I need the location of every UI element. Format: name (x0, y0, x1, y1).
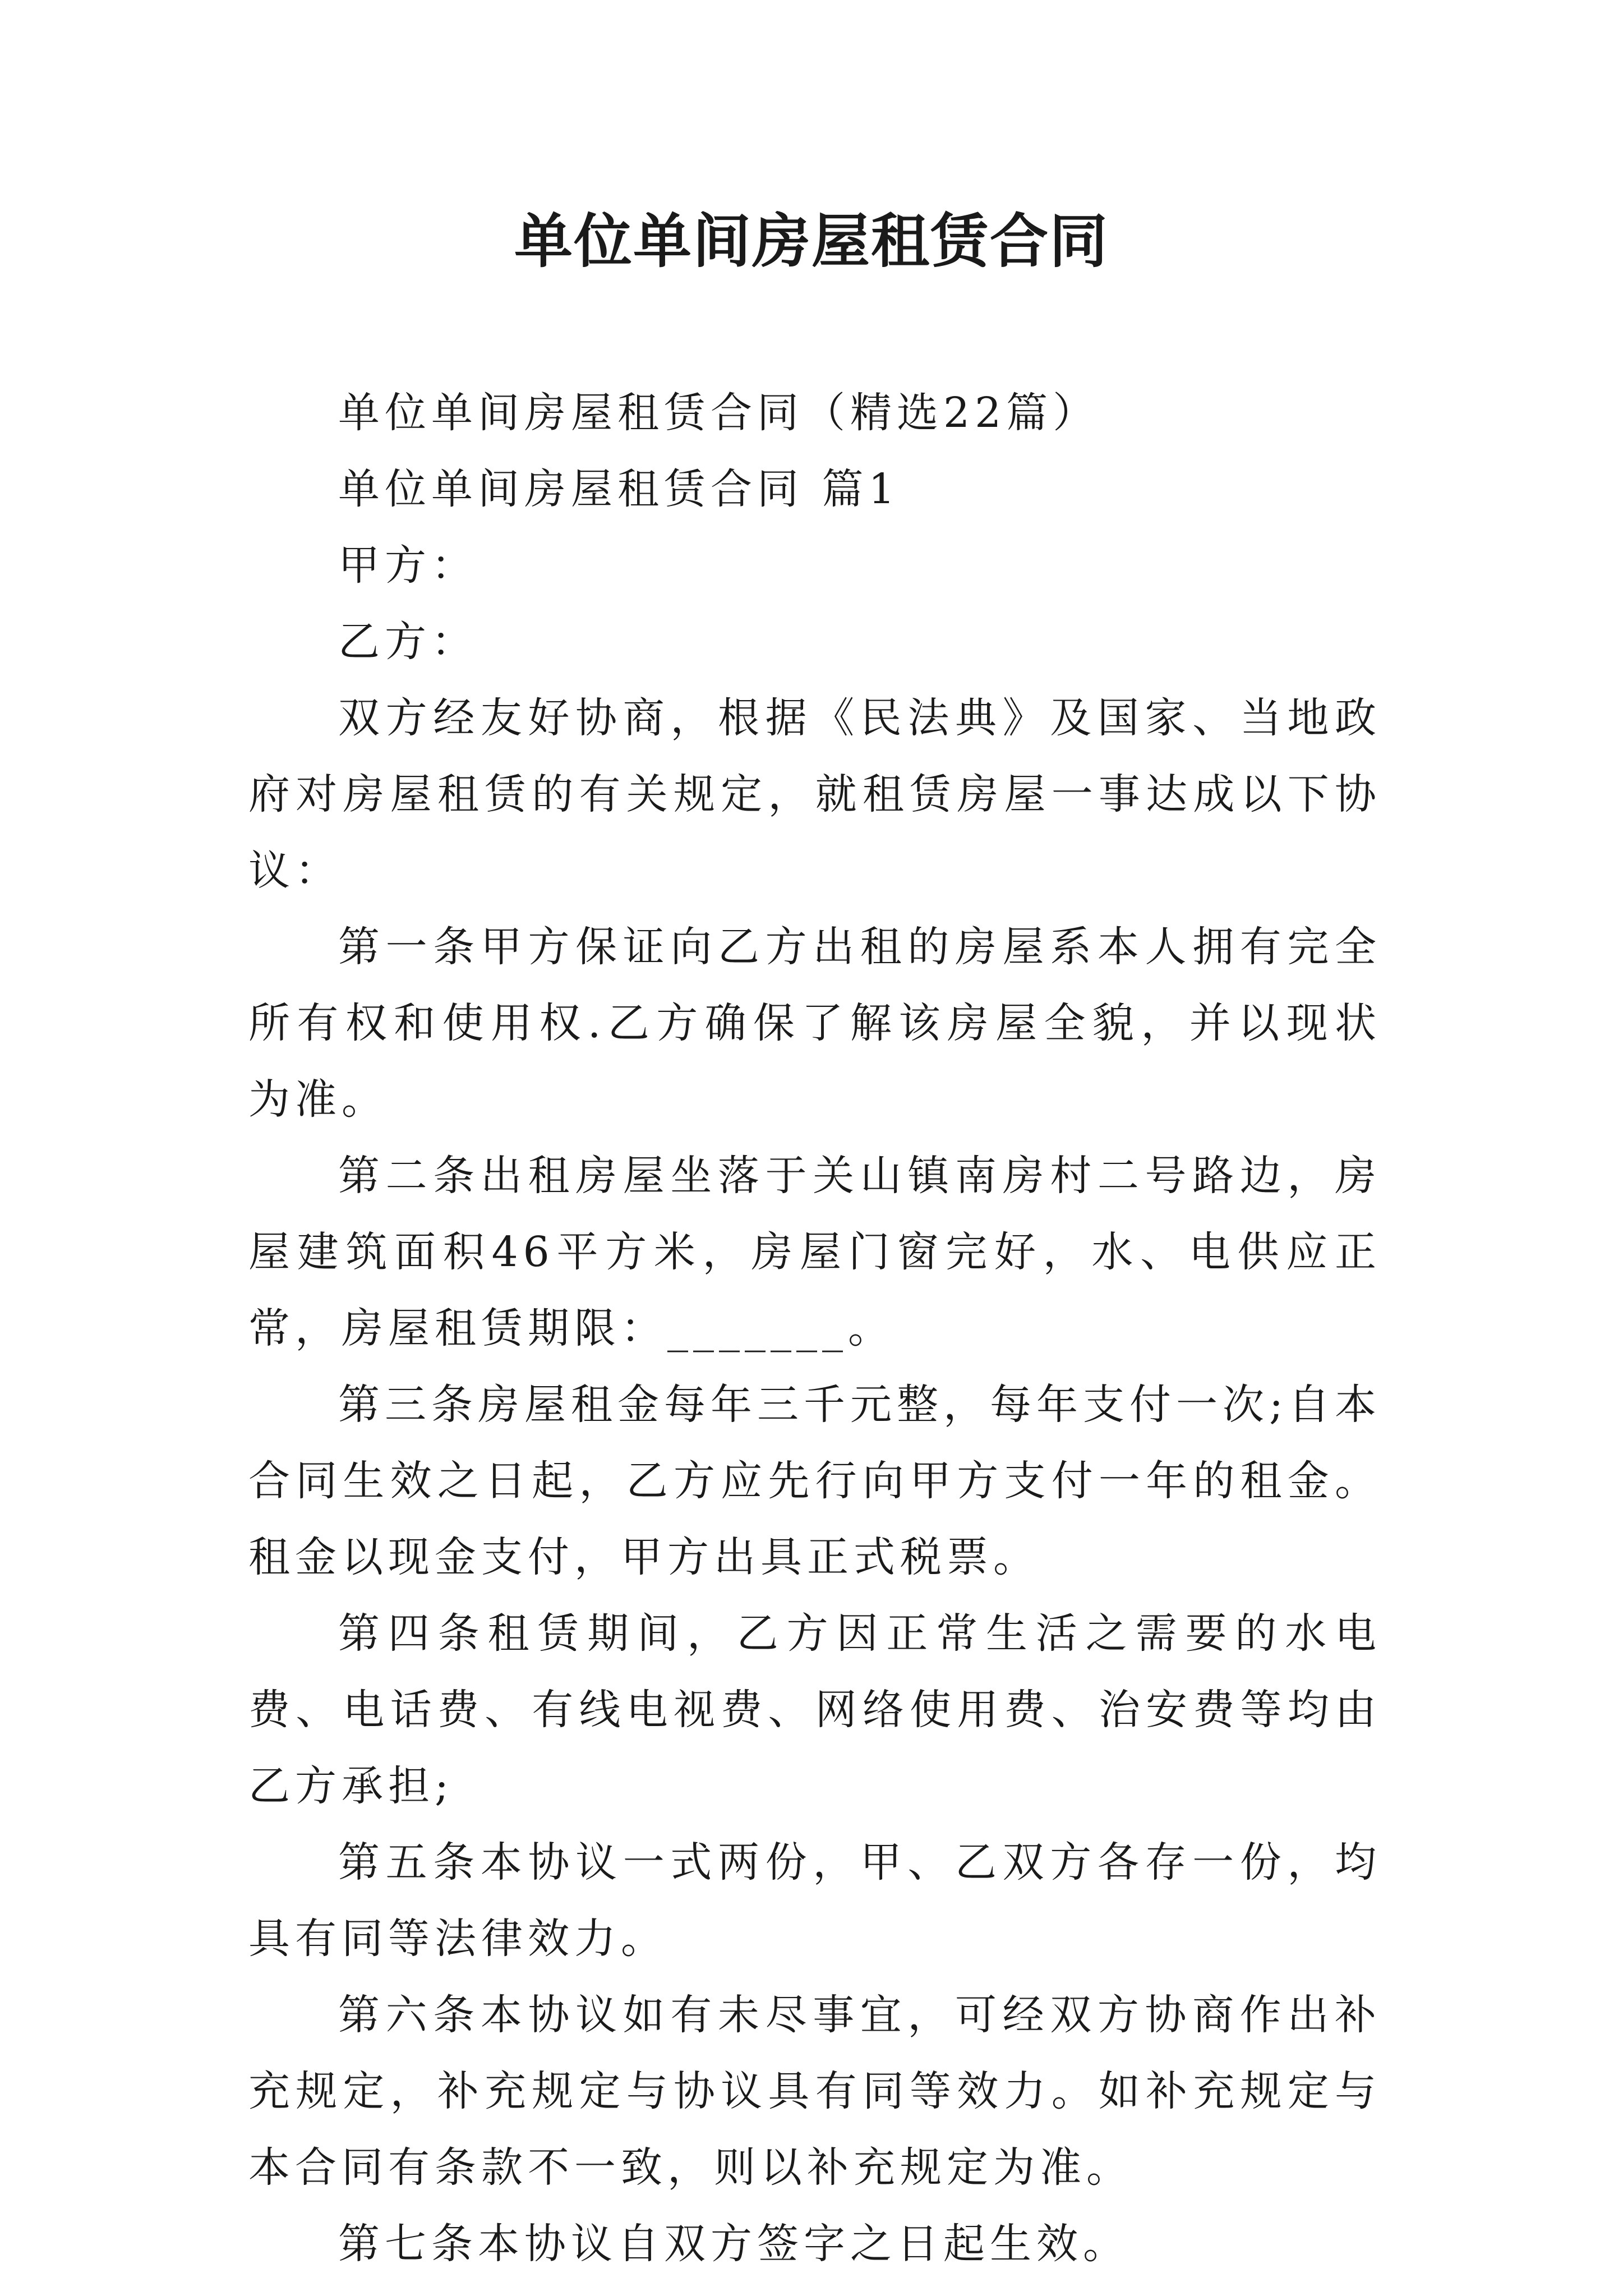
paragraph-article-5: 第五条本协议一式两份，甲、乙双方各存一份，均具有同等法律效力。 (248, 1838, 1381, 1963)
document-title: 单位单间房屋租赁合同 (514, 206, 1109, 275)
paragraph-preamble: 双方经友好协商，根据《民法典》及国家、当地政府对房屋租赁的有关规定，就租赁房屋一事达成以下协议： (248, 694, 1381, 895)
paragraph-article-7: 第七条本协议自双方签字之日起生效。 (338, 2220, 1129, 2268)
paragraph-section-heading: 单位单间房屋租赁合同 篇1 (338, 465, 900, 513)
paragraph-party-a: 甲方： (338, 541, 478, 590)
paragraph-article-6: 第六条本协议如有未尽事宜，可经双方协商作出补充规定，补充规定与协议具有同等效力。如补充规定与本合同有条款不一致，则以补充规定为准。 (248, 1991, 1381, 2192)
document-body (248, 375, 1381, 2282)
paragraph-article-4: 第四条租赁期间，乙方因正常生活之需要的水电费、电话费、有线电视费、网络使用费、治安费等均由乙方承担; (248, 1609, 1381, 1810)
paragraph-subtitle: 单位单间房屋租赁合同（精选22篇） (338, 389, 1100, 437)
paragraph-party-b: 乙方： (338, 618, 478, 666)
paragraph-article-3: 第三条房屋租金每年三千元整，每年支付一次;自本合同生效之日起，乙方应先行向甲方支付一年的租金。租金以现金支付，甲方出具正式税票。 (248, 1381, 1381, 1581)
paragraph-article-1: 第一条甲方保证向乙方出租的房屋系本人拥有完全所有权和使用权.乙方确保了解该房屋全貌，并以现状为准。 (248, 923, 1381, 1124)
paragraph-article-2: 第二条出租房屋坐落于关山镇南房村二号路边，房屋建筑面积46平方米，房屋门窗完好，水、电供应正常，房屋租赁期限：_______。 (248, 1152, 1381, 1352)
